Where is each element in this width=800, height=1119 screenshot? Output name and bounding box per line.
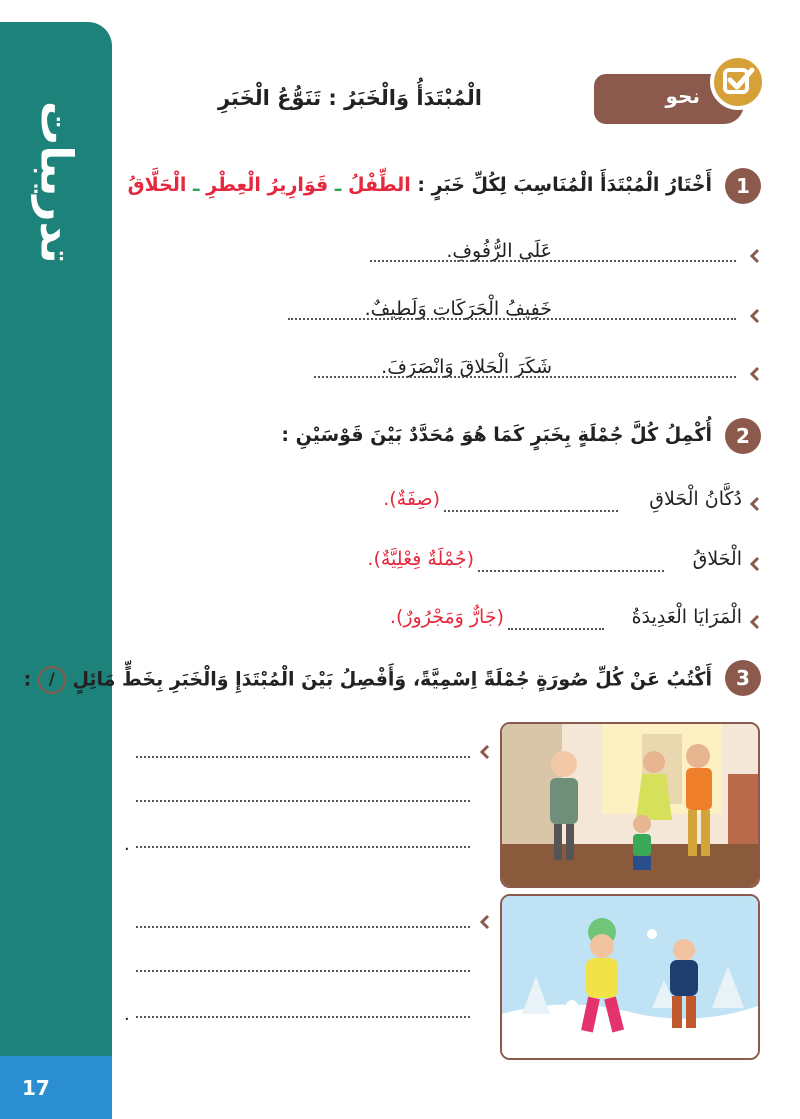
exercise-2-hint-3: (جَارٌّ وَمَجْرُورٌ). — [389, 606, 504, 628]
answer-line[interactable] — [136, 970, 470, 972]
answer-line[interactable] — [444, 510, 618, 512]
exercise-2-item-2: الْحَلاقُ — [692, 548, 742, 570]
chevron-left-icon — [750, 496, 760, 512]
option-separator: ـ — [193, 174, 200, 196]
family-picture — [500, 722, 760, 888]
exercise-1-item-3: شَكَرَ الْحَلاقَ وَانْصَرَفَ. — [381, 356, 552, 378]
exercise-1-number: 1 — [725, 168, 761, 204]
exercise-3-number: 3 — [725, 660, 761, 696]
exercise-1-instruction-text: أَخْتَارُ الْمُبْتَدَأَ الْمُنَاسِبَ لِكُلِّ خَبَرٍ : — [417, 174, 712, 196]
chevron-left-icon — [480, 914, 490, 930]
exercise-3-instruction — [24, 666, 712, 694]
chevron-left-icon — [750, 248, 760, 264]
answer-line[interactable] — [314, 376, 736, 378]
chevron-left-icon — [750, 614, 760, 630]
option-separator: ـ — [334, 174, 342, 196]
exercise-2-hint-2: (جُمْلَةٌ فِعْلِيَّةٌ). — [367, 548, 474, 570]
exercise-2-item-3: الْمَرَايَا الْعَدِيدَةُ — [631, 606, 742, 628]
exercise-1-item-2: خَفِيفُ الْحَرَكَاتِ وَلَطِيفٌ. — [364, 298, 552, 320]
checkmark-icon — [710, 54, 766, 110]
answer-line[interactable] — [370, 260, 736, 262]
answer-line[interactable] — [136, 926, 470, 928]
line-end-dot: . — [124, 1004, 130, 1025]
answer-line[interactable] — [136, 1016, 470, 1018]
exercise-2-instruction: أُكْمِلُ كُلَّ جُمْلَةٍ بِخَبَرٍ كَمَا هُوَ مُحَدَّدٌ بَيْنَ قَوْسَيْنِ : — [281, 424, 712, 446]
page-number: 17 — [0, 1056, 112, 1119]
answer-line[interactable] — [136, 846, 470, 848]
exercise-2-hint-1: (صِفَةٌ). — [383, 488, 440, 510]
answer-line[interactable] — [508, 628, 604, 630]
option-2: قَوَارِيرُ الْعِطْرِ — [206, 174, 329, 196]
exercise-1-item-1: عَلَى الرُّفُوفِ. — [446, 240, 552, 262]
exercise-2-number: 2 — [725, 418, 761, 454]
answer-line[interactable] — [288, 318, 736, 320]
answer-line[interactable] — [136, 800, 470, 802]
exercise-1-instruction — [128, 174, 712, 196]
answer-line[interactable] — [478, 570, 664, 572]
option-1: الطِّفْلُ — [348, 174, 411, 196]
slash-icon: / — [38, 666, 66, 694]
lesson-title: الْمُبْتَدَأُ وَالْخَبَرُ : تَنَوُّعُ الْخَبَرِ — [217, 86, 482, 110]
section-badge-label: نحو — [665, 84, 700, 108]
exercise-3-instruction-text: أَكْتُبُ عَنْ كُلِّ صُورَةٍ جُمْلَةً اِسْمِيَّةً، وَأَفْصِلُ بَيْنَ الْمُبْتَدَإِ وَالْخَبَرِ بِخَطٍّ مَائِلٍ — [72, 668, 712, 691]
sidebar-title: تدريبات — [30, 100, 82, 264]
snow-picture — [500, 894, 760, 1060]
chevron-left-icon — [750, 308, 760, 324]
chevron-left-icon — [480, 744, 490, 760]
option-3: الْحَلَّاقُ — [127, 174, 187, 196]
exercise-3-colon: : — [23, 668, 32, 691]
exercise-2-item-1: دُكَّانُ الْحَلاقِ — [649, 488, 742, 510]
answer-line[interactable] — [136, 756, 470, 758]
chevron-left-icon — [750, 556, 760, 572]
chevron-left-icon — [750, 366, 760, 382]
sidebar — [0, 22, 112, 1119]
line-end-dot: . — [124, 834, 130, 855]
